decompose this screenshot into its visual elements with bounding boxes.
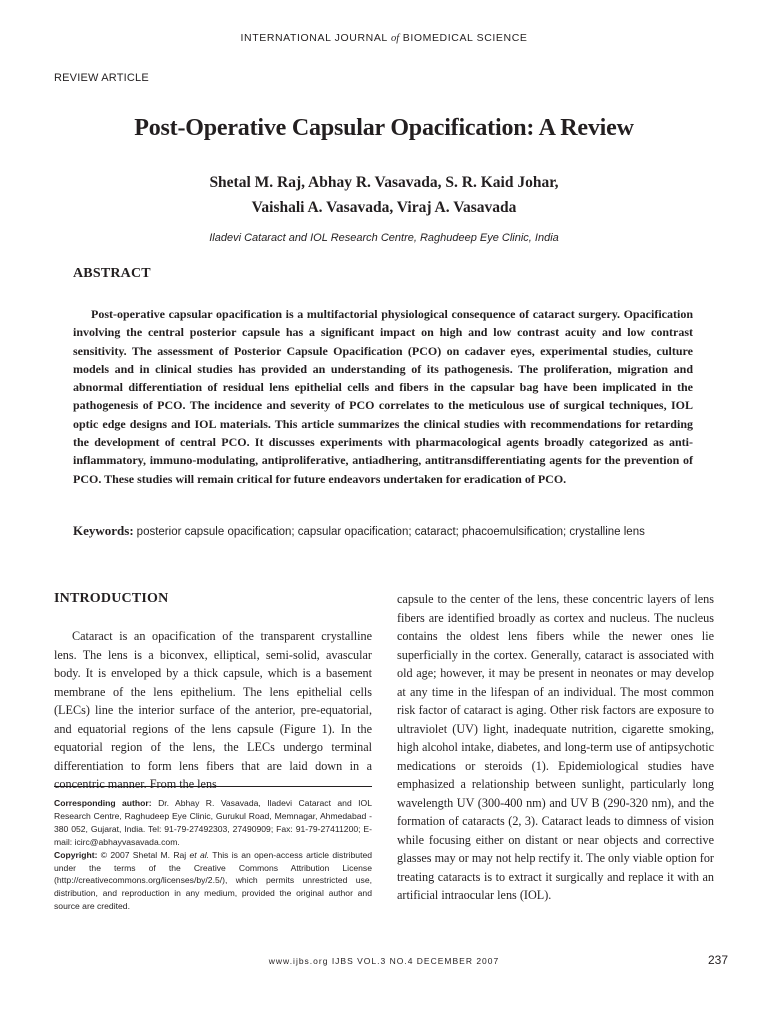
- keywords: [73, 522, 673, 541]
- keywords-label: Keywords:: [73, 523, 134, 538]
- introduction-column-1: Cataract is an opacification of the transparent crystalline lens. The lens is a biconvex, elliptical, semi-solid, avascular body. It is enveloped by a thick capsule, which is a basement membrane of the lens epithelium. The lens epithelial cells (LECs) line the interior surface of the anterior, pre-equatorial, and equatorial regions of the lens capsule (Figure 1). In the equatorial region of the lens, the LECs undergo terminal differentiation to form lens fibers that are laid down in a concentric manner. From the lens: [54, 629, 372, 791]
- affiliation: Iladevi Cataract and IOL Research Centre, Raghudeep Eye Clinic, India: [209, 232, 559, 244]
- copyright-note: [54, 849, 372, 914]
- journal-name-pre: INTERNATIONAL JOURNAL: [240, 32, 388, 44]
- corresponding-author-note: [54, 797, 372, 849]
- author-line-1: Shetal M. Raj, Abhay R. Vasavada, S. R. Kaid Johar,: [209, 174, 559, 191]
- journal-header: [0, 32, 768, 44]
- copyright-text: This is an open-access article distributed under the terms of the Creative Commons Attribution License (http://creativecommons.org/licenses/by/2.5/), which permits unrestricted use, distribution, and reproduction in any medium, provided the original author and source are credited.: [54, 849, 373, 912]
- author-line-2: Vaishali A. Vasavada, Viraj A. Vasavada: [251, 199, 517, 216]
- abstract-text: Post-operative capsular opacification is a multifactorial physiological consequence of cataract surgery. Opacification involving the central posterior capsule has a significant impact on high and low contrast acuity and low contrast sensitivity. The assessment of Posterior Capsule Opacification (PCO) on cadaver eyes, experimental studies, culture models and in clinical studies has provided an understanding of its pathogenesis. The proliferation, migration and abnormal differentiation of residual lens epithelial cells and fibers in the capsular bag have been implicated in the pathogenesis of PCO. The incidence and severity of PCO correlates to the meticulous use of surgical techniques, IOL optic edge designs and IOL materials. This article summarizes the clinical studies with recommendations for retarding the development of central PCO. It discusses experiments with pharmacological agents broadly categorized as anti-inflammatory, immuno-modulating, antiproliferative, antiadhering, antitransdifferentiating agents for the prevention of PCO. These studies will remain critical for future endeavors undertaken for eradication of PCO.: [73, 307, 693, 486]
- copyright-holder: © 2007 Shetal M. Raj: [100, 849, 187, 860]
- footnote-divider: [54, 786, 372, 787]
- copyright-et-al: et al.: [189, 849, 210, 860]
- author-list: [0, 170, 768, 220]
- journal-name-of: of: [391, 33, 400, 44]
- copyright-label: Copyright:: [54, 849, 98, 860]
- corresponding-author-text: Dr. Abhay R. Vasavada, Iladevi Cataract and IOL Research Centre, Raghudeep Eye Clinic, Gurukul Road, Memnagar, Ahmedabad - 380 052, Gujarat, India. Tel: 91-79-27492303, 27490909; Fax: 91-79-27411200; E-mail: icirc@abhayvasavada.com.: [54, 798, 373, 847]
- article-type: REVIEW ARTICLE: [54, 72, 149, 84]
- correspondence-footnote: [54, 797, 372, 913]
- keywords-text: posterior capsule opacification; capsular opacification; cataract; phacoemulsification; crystalline lens: [136, 526, 645, 538]
- corresponding-author-label: Corresponding author:: [54, 798, 152, 808]
- introduction-column-2: capsule to the center of the lens, these concentric layers of lens fibers are identified broadly as cortex and nucleus. The nucleus contains the oldest lens fibers while the newer ones lie superficially in the cortex. Generally, cataract is associated with old age; however, it may be present in neonates or may develop at any time in the lifespan of an individual. The most common risk factor of cataract is aging. Other risk factors are exposure to ultraviolet (UV) light, inadequate nutrition, cigarette smoking, high alcohol intake, diabetes, and long-term use of antipsychotic medications or steroids (1). Epidemiological studies have emphasized a relationship between sunlight, particularly long wavelength UV (300-400 nm) and UV B (290-320 nm), and the formation of cataracts (2, 3). Cataract leads to dimness of vision while focusing either on distant or near objects and corrective glasses may or may not help rectify it. The only viable option for treating cataracts is to extract it surgically and replace it with an artificial intraocular lens (IOL).: [397, 592, 714, 902]
- introduction-heading: INTRODUCTION: [54, 591, 169, 606]
- page-footer: www.ijbs.org IJBS VOL.3 NO.4 DECEMBER 2007: [268, 956, 500, 966]
- article-title: Post-Operative Capsular Opacification: A Review: [134, 115, 634, 141]
- page-number: 237: [708, 953, 729, 967]
- journal-name-post: BIOMEDICAL SCIENCE: [402, 32, 528, 44]
- abstract-heading: ABSTRACT: [73, 266, 151, 281]
